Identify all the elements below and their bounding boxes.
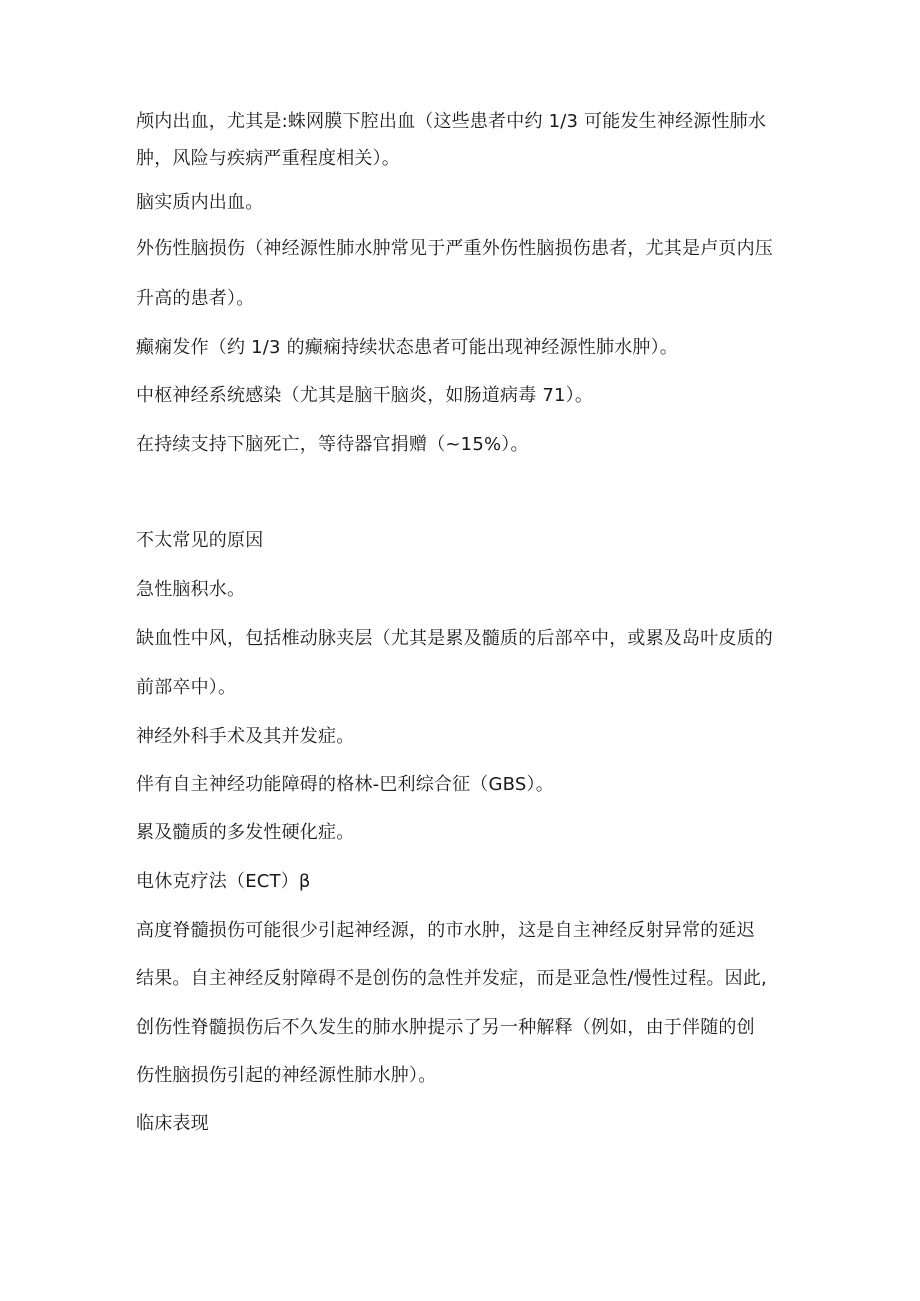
text-line: 伴有自主神经功能障碍的格林-巴利综合征（GBS）。 [136, 774, 554, 795]
text-line: 肿，风险与疾病严重程度相关）。 [136, 148, 400, 169]
text-line: 神经外科手术及其并发症。 [136, 726, 355, 747]
text-line: 结果。自主神经反射障碍不是创伤的急性并发症，而是亚急性/慢性过程。因此, [136, 968, 767, 989]
text-line: 癫痫发作（约 1/3 的癫痫持续状态患者可能出现神经源性肺水肿）。 [136, 337, 679, 358]
text-line: 外伤性脑损伤（神经源性肺水肿常见于严重外伤性脑损伤患者，尤其是卢页内压 [136, 238, 773, 259]
text-line: 累及髓质的多发性硬化症。 [136, 822, 355, 843]
text-line: 缺血性中风，包括椎动脉夹层（尤其是累及髓质的后部卒中，或累及岛叶皮质的 [136, 628, 773, 649]
text-line: 中枢神经系统感染（尤其是脑干脑炎，如肠道病毒 71）。 [136, 385, 594, 406]
text-line: 升高的患者）。 [136, 288, 255, 309]
text-line: 电休克疗法（ECT）β [136, 871, 311, 892]
text-line: 创伤性脊髓损伤后不久发生的肺水肿提示了另一种解释（例如，由于伴随的创 [136, 1017, 755, 1038]
text-line: 前部卒中）。 [136, 677, 237, 698]
text-line: 急性脑积水。 [136, 579, 246, 600]
section-heading: 不太常见的原因 [136, 530, 264, 551]
text-line: 在持续支持下脑死亡，等待器官捐赠（~15%）。 [136, 434, 529, 455]
text-line: 脑实质内出血。 [136, 192, 264, 213]
text-line: 颅内出血，尤其是:蛛网膜下腔出血（这些患者中约 1/3 可能发生神经源性肺水 [136, 111, 767, 132]
section-heading: 临床表现 [136, 1113, 209, 1134]
text-line: 伤性脑损伤引起的神经源性肺水肿）。 [136, 1065, 437, 1086]
text-line: 高度脊髓损伤可能很少引起神经源，的市水肿，这是自主神经反射异常的延迟 [136, 920, 755, 941]
